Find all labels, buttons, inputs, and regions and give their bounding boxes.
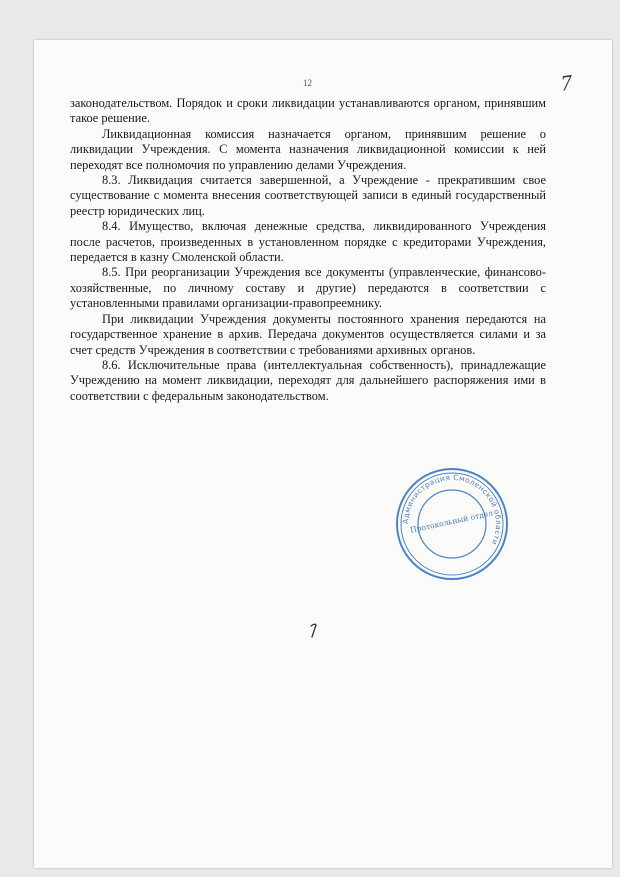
page-number: 12: [303, 78, 312, 88]
stamp-center-text: Протокольный отдел: [409, 508, 494, 535]
paragraph-8-3: 8.3. Ликвидация считается завершенной, а Учреждение - прекратившим свое существование с момента внесения соответствующей записи в единый государственный реестр юридических лиц.: [70, 173, 546, 218]
paragraph-archive: При ликвидации Учреждения документы постоянного хранения передаются на государственное хранение в архив. Передача документов осуществляется силами и за счет средств Учреждения в соответствии с требованиями архивных органов.: [70, 311, 546, 357]
document-body: [70, 96, 546, 404]
official-stamp: [394, 466, 510, 582]
handwritten-page-number: 7: [559, 69, 574, 96]
paragraph-liquidation-procedure: законодательством. Порядок и сроки ликвидации устанавливаются органом, принявшим такое решение.: [70, 96, 546, 126]
paragraph-8-6: 8.6. Исключительные права (интеллектуальная собственность), принадлежащие Учреждению на момент ликвидации, переходят для дальнейшего распоряжения ими в соответствии с федеральным законодательством.: [70, 357, 546, 403]
stamp-ring-text: Администрация Смоленской области: [400, 472, 504, 547]
paragraph-8-5: 8.5. При реорганизации Учреждения все документы (управленческие, финансово-хозяйственные, по личному составу и другие) передаются в соответствии с установленными правилами организации-правопреемнику.: [70, 265, 546, 311]
paragraph-liquidation-commission: Ликвидационная комиссия назначается органом, принявшим решение о ликвидации Учреждения. С момента назначения ликвидационной комиссии к ней переходят все полномочия по управлению делами Учреждения.: [70, 126, 546, 172]
pen-mark: [308, 622, 320, 638]
paragraph-8-4: 8.4. Имущество, включая денежные средства, ликвидированного Учреждения после расчетов, произведенных в установленном порядке с кредиторами Учреждения, передается в казну Смоленской области.: [70, 219, 546, 265]
